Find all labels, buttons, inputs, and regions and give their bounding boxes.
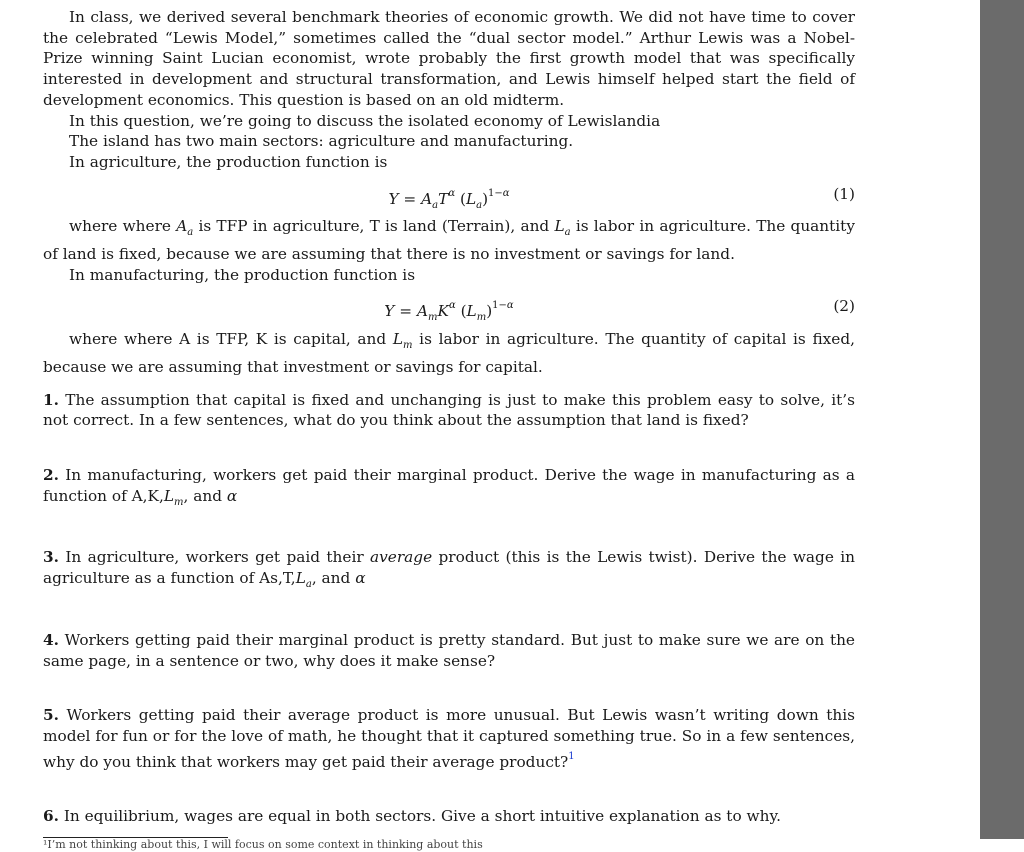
intro-paragraph: In class, we derived several benchmark theories of economic growth. We did not have time to cover the celebrated “Lewis Model,” sometimes called the “dual sector model.” Arthur Lewis was a Nobel-Prize winning Saint Lucian economist, wrote probably the first growth model that was specifically interested in development and structural transformation, and Lewis himself helped start the field of development economics. This question is based on an old midterm. xyxy=(43,8,855,109)
equation-2-number: (2) xyxy=(833,297,855,316)
footnote-marker[interactable]: 1 xyxy=(568,750,575,762)
agriculture-definitions: where where $A_a$ is TFP in agriculture, T is land (Terrain), and $L_a$ is labor in agriculture. The quantity of land is fixed, because we are assuming that there is no investment or savings for land. xyxy=(43,217,855,264)
question-1: 1. The assumption that capital is fixed and unchanging is just to make this problem easy to solve, it’s not correct. In a few sentences, what do you think about the assumption that land is fixed? xyxy=(43,390,855,430)
manufacturing-definitions: where where A is TFP, K is capital, and $L_m$ is labor in agriculture. The quantity of capital is fixed, because we are assuming that investment or savings for capital. xyxy=(43,330,855,376)
document-content xyxy=(43,7,855,852)
agriculture-intro: In agriculture, the production function is xyxy=(69,152,388,171)
viewer-scrollbar-track[interactable] xyxy=(980,0,1024,839)
sectors-paragraph: The island has two main sectors: agriculture and manufacturing. xyxy=(69,132,574,151)
lewislandia-paragraph: In this question, we’re going to discuss the isolated economy of Lewislandia xyxy=(69,111,661,130)
equation-1 xyxy=(43,184,855,211)
footnote-text: ¹I’m not thinking about this, I will focus on some context in thinking about this xyxy=(43,838,483,852)
manufacturing-intro: In manufacturing, the production function is xyxy=(69,265,416,284)
equation-2-formula: $Y = A_mK^\alpha$ $(L_m)^{1-\alpha}$ xyxy=(384,300,514,324)
equation-2 xyxy=(43,296,855,324)
question-3: 3. In agriculture, workers get paid their average product (this is the Lewis twist). Derive the wage in agriculture as a function of $As,T,L_a$, and α xyxy=(43,548,855,591)
question-5: 5. Workers getting paid their average product is more unusual. But Lewis wasn’t writing down this model for fun or for the love of math, he thought that it captured something true. So in a few sentences, why do you think that workers may get paid their average product?$^1$ xyxy=(43,706,855,771)
equation-1-number: (1) xyxy=(833,184,855,203)
question-4: 4. Workers getting paid their marginal product is pretty standard. But just to make sure we are on the same page, in a sentence or two, why does it make sense? xyxy=(43,630,855,670)
equation-1-formula: $Y = A_aT^\alpha$ $(L_a)^{1-\alpha}$ xyxy=(388,187,510,211)
question-2: 2. In manufacturing, workers get paid their marginal product. Derive the wage in manufacturing as a function of $A,K,L_m$, and α xyxy=(43,466,855,508)
question-6: 6. In equilibrium, wages are equal in both sectors. Give a short intuitive explanation as to why. xyxy=(43,807,781,826)
